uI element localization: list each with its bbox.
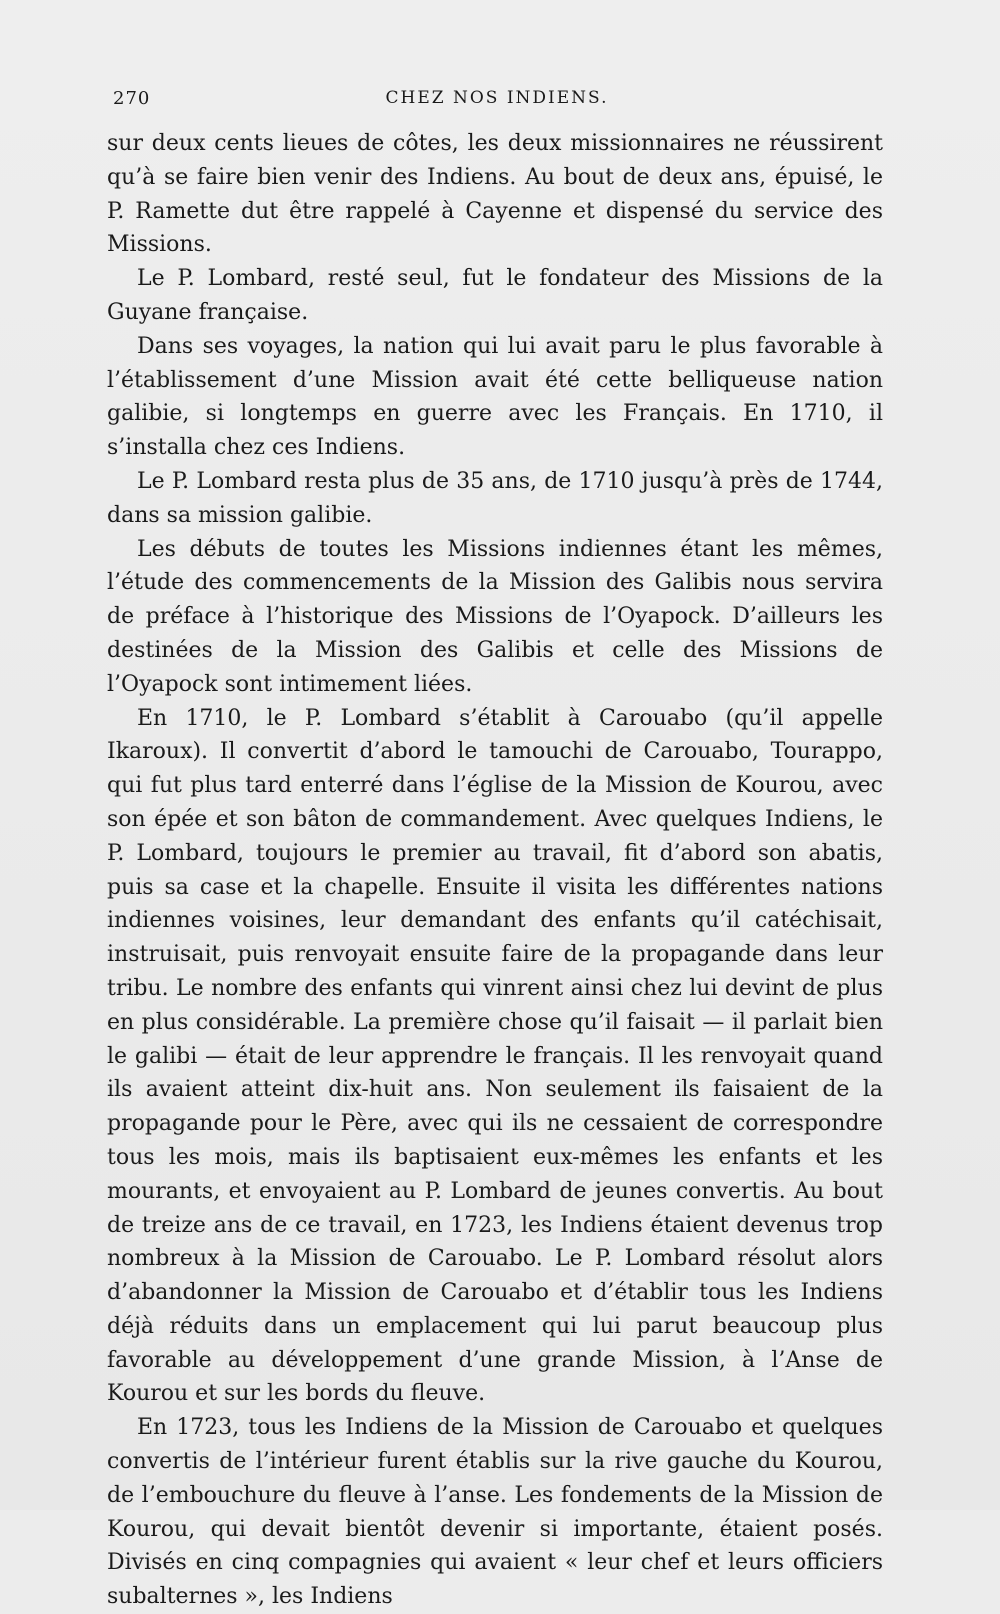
paragraph: Le P. Lombard, resté seul, fut le fondateur des Missions de la Guyane française.: [107, 266, 883, 325]
paragraph: Le P. Lombard resta plus de 35 ans, de 1710 jusqu’à près de 1744, dans sa mission galibie.: [107, 468, 883, 528]
running-title: CHEZ NOS INDIENS.: [385, 88, 609, 108]
page-header: [113, 88, 881, 116]
paragraph: sur deux cents lieues de côtes, les deux missionnaires ne réussirent qu’à se faire bien venir des Indiens. Au bout de deux ans, épuisé, le P. Ramette dut être rappelé à Cayenne et dispensé du service des Missions.: [107, 131, 883, 258]
paragraph: En 1723, tous les Indiens de la Mission de Carouabo et quelques convertis de l’intérieur furent établis sur la rive gauche du Kourou, de l’embouchure du fleuve à l’anse. Les fondements de la Mission de Kourou, qui devait bientôt devenir si importante, étaient posés. Divisés en cinq compagnies qui avaient « leur chef et leurs officiers subalternes », les Indiens: [107, 1415, 883, 1610]
paragraph: Les débuts de toutes les Missions indiennes étant les mêmes, l’étude des commencements de la Mission des Galibis nous servira de préface à l’historique des Missions de l’Oyapock. D’ailleurs les destinées de la Mission des Galibis et celle des Missions de l’Oyapock sont intimement liées.: [107, 536, 883, 697]
body-text: [107, 127, 883, 1614]
paragraph: Dans ses voyages, la nation qui lui avait paru le plus favorable à l’établissement d’une Mission avait été cette belliqueuse nation galibie, si longtemps en guerre avec les Français. En 1710, il s’installa chez ces Indiens.: [107, 333, 883, 461]
paragraph: En 1710, le P. Lombard s’établit à Carouabo (qu’il appelle Ikaroux). Il convertit d’abord le tamouchi de Carouabo, Tourappo, qui fut plus tard enterré dans l’église de la Mission de Kourou, avec son épée et son bâton de commandement. Avec quelques Indiens, le P. Lombard, toujours le premier au travail, fit d’abord son abatis, puis sa case et la chapelle. Ensuite il visita les différentes nations indiennes voisines, leur demandant des enfants qu’il catéchisait, instruisait, puis renvoyait ensuite faire de la propagande dans leur tribu. Le nombre des enfants qui vinrent ainsi chez lui devint de plus en plus considérable. La première chose qu’il faisait — il parlait bien le galibi — était de leur apprendre le français. Il les renvoyait quand ils avaient atteint dix-huit ans. Non seulement ils faisaient de la propagande pour le Père, avec qui ils ne cessaient de correspondre tous les mois, mais ils baptisaient eux-mêmes les enfants et les mourants, et envoyaient au P. Lombard de jeunes convertis. Au bout de treize ans de ce travail, en 1723, les Indiens étaient devenus trop nombreux à la Mission de Carouabo. Le P. Lombard résolut alors d’abandonner la Mission de Carouabo et d’établir tous les Indiens déjà réduits dans un emplacement qui lui parut beaucoup plus favorable au développement d’une grande Mission, à l’Anse de Kourou et sur les bords du fleuve.: [107, 705, 883, 1407]
page-number: 270: [113, 88, 151, 109]
